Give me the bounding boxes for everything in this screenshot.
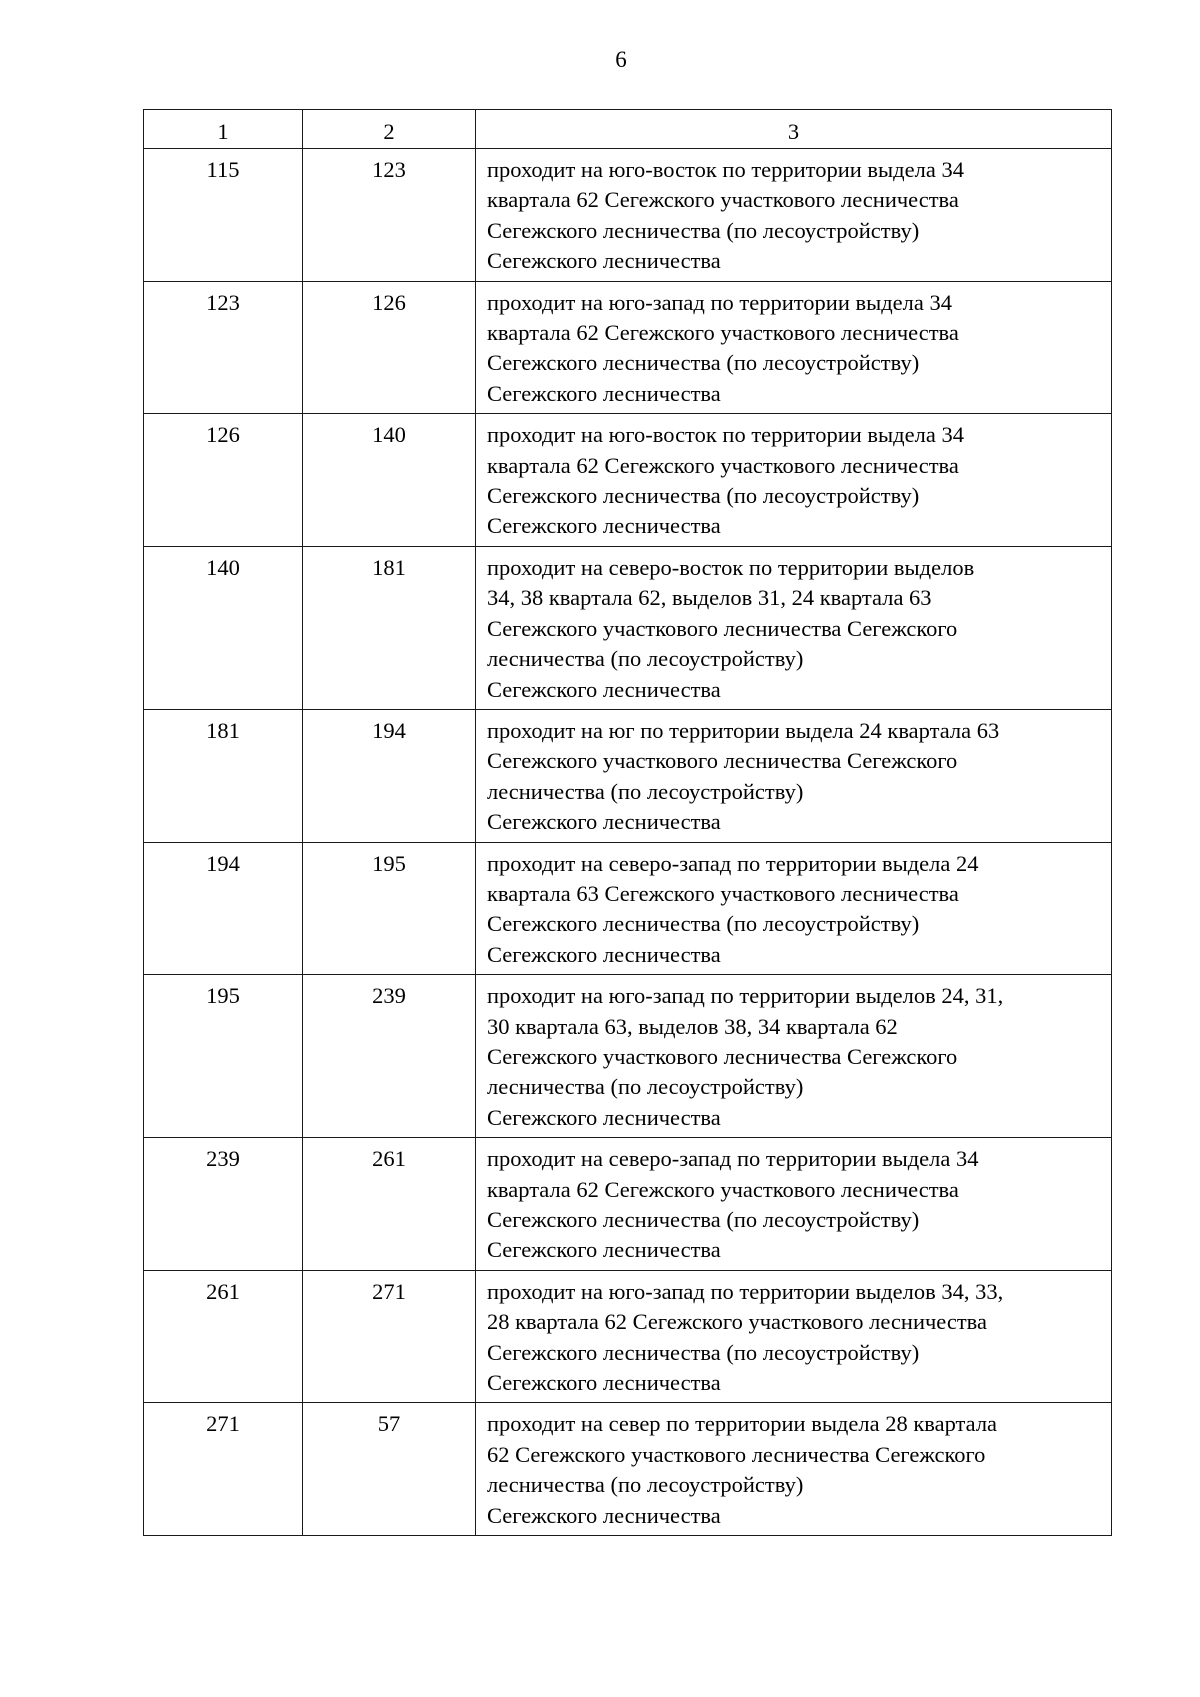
- description-line: Сегежского участкового лесничества Сегежского: [487, 748, 958, 774]
- description-cell: [476, 1270, 1112, 1403]
- description-line: квартала 62 Сегежского участкового лесничества: [487, 320, 959, 346]
- point-to-cell: 271: [303, 1270, 476, 1403]
- description-line: проходит на юго-запад по территории выделов 34, 33,: [487, 1278, 1004, 1304]
- description-line: лесничества (по лесоустройству): [487, 778, 804, 804]
- description-line: лесничества (по лесоустройству): [487, 1074, 804, 1100]
- point-to-cell: 194: [303, 709, 476, 842]
- description-line: Сегежского лесничества (по лесоустройству): [487, 483, 920, 509]
- description-cell: [476, 281, 1112, 414]
- table-body: [144, 110, 1112, 1536]
- description-line: 28 квартала 62 Сегежского участкового лесничества: [487, 1309, 987, 1335]
- header-cell-2: 2: [303, 110, 476, 149]
- description-line: проходит на юго-запад по территории выделов 24, 31,: [487, 983, 1004, 1009]
- table-row: [144, 414, 1112, 547]
- description-line: Сегежского участкового лесничества Сегежского: [487, 1043, 958, 1069]
- point-to-cell: 195: [303, 842, 476, 975]
- description-line: Сегежского лесничества: [487, 1370, 721, 1396]
- table-row: [144, 975, 1112, 1138]
- point-to-cell: 57: [303, 1403, 476, 1536]
- description-cell: [476, 709, 1112, 842]
- description-line: проходит на юго-восток по территории выдела 34: [487, 422, 964, 448]
- description-line: 30 квартала 63, выделов 38, 34 квартала 62: [487, 1013, 898, 1039]
- point-from-cell: 126: [144, 414, 303, 547]
- description-line: Сегежского лесничества (по лесоустройству): [487, 911, 920, 937]
- header-cell-3: 3: [476, 110, 1112, 149]
- description-line: лесничества (по лесоустройству): [487, 646, 804, 672]
- description-cell: [476, 842, 1112, 975]
- table-row: [144, 546, 1112, 709]
- table-row: [144, 281, 1112, 414]
- description-cell: [476, 149, 1112, 282]
- description-line: 34, 38 квартала 62, выделов 31, 24 квартала 63: [487, 585, 932, 611]
- description-line: проходит на северо-запад по территории выдела 34: [487, 1146, 979, 1172]
- description-line: Сегежского лесничества (по лесоустройству): [487, 217, 920, 243]
- point-from-cell: 181: [144, 709, 303, 842]
- description-cell: [476, 546, 1112, 709]
- table-row: [144, 709, 1112, 842]
- description-line: 62 Сегежского участкового лесничества Сегежского: [487, 1441, 986, 1467]
- point-from-cell: 239: [144, 1138, 303, 1271]
- description-line: Сегежского лесничества (по лесоустройству): [487, 350, 920, 376]
- description-cell: [476, 1138, 1112, 1271]
- description-cell: [476, 414, 1112, 547]
- point-from-cell: 194: [144, 842, 303, 975]
- description-line: проходит на юго-восток по территории выдела 34: [487, 157, 964, 182]
- page-number: 6: [615, 47, 627, 72]
- description-line: Сегежского лесничества: [487, 1237, 721, 1263]
- point-to-cell: 140: [303, 414, 476, 547]
- description-line: Сегежского лесничества: [487, 513, 721, 539]
- description-line: Сегежского лесничества: [487, 1104, 721, 1130]
- description-cell: [476, 975, 1112, 1138]
- description-line: Сегежского лесничества: [487, 248, 721, 274]
- description-line: Сегежского лесничества: [487, 1502, 721, 1528]
- description-line: Сегежского лесничества: [487, 941, 721, 967]
- point-from-cell: 271: [144, 1403, 303, 1536]
- table-header-row: [144, 110, 1112, 149]
- point-from-cell: 195: [144, 975, 303, 1138]
- description-line: квартала 63 Сегежского участкового лесничества: [487, 880, 959, 906]
- point-to-cell: 261: [303, 1138, 476, 1271]
- table-row: [144, 842, 1112, 975]
- description-line: Сегежского лесничества: [487, 809, 721, 835]
- description-line: Сегежского лесничества: [487, 380, 721, 406]
- description-line: Сегежского лесничества (по лесоустройству): [487, 1207, 920, 1232]
- description-line: проходит на северо-восток по территории выделов: [487, 554, 975, 580]
- point-from-cell: 140: [144, 546, 303, 709]
- point-from-cell: 123: [144, 281, 303, 414]
- point-to-cell: 126: [303, 281, 476, 414]
- description-line: Сегежского лесничества: [487, 676, 721, 702]
- description-line: проходит на юго-запад по территории выдела 34: [487, 289, 953, 315]
- boundary-table: [143, 109, 1112, 1536]
- description-line: квартала 62 Сегежского участкового лесничества: [487, 1176, 959, 1202]
- point-to-cell: 123: [303, 149, 476, 282]
- table-row: [144, 1403, 1112, 1536]
- description-line: Сегежского участкового лесничества Сегежского: [487, 615, 958, 641]
- table-row: [144, 149, 1112, 282]
- description-cell: [476, 1403, 1112, 1536]
- table-row: [144, 1270, 1112, 1403]
- description-line: проходит на юг по территории выдела 24 квартала 63: [487, 717, 1000, 743]
- description-line: проходит на северо-запад по территории выдела 24: [487, 850, 979, 876]
- point-from-cell: 261: [144, 1270, 303, 1403]
- description-line: лесничества (по лесоустройству): [487, 1472, 804, 1498]
- header-cell-1: 1: [144, 110, 303, 149]
- table-row: [144, 1138, 1112, 1271]
- point-from-cell: 115: [144, 149, 303, 282]
- description-line: квартала 62 Сегежского участкового лесничества: [487, 187, 959, 213]
- point-to-cell: 181: [303, 546, 476, 709]
- description-line: проходит на север по территории выдела 28 квартала: [487, 1411, 998, 1437]
- description-line: квартала 62 Сегежского участкового лесничества: [487, 452, 959, 478]
- point-to-cell: 239: [303, 975, 476, 1138]
- description-line: Сегежского лесничества (по лесоустройству): [487, 1339, 920, 1365]
